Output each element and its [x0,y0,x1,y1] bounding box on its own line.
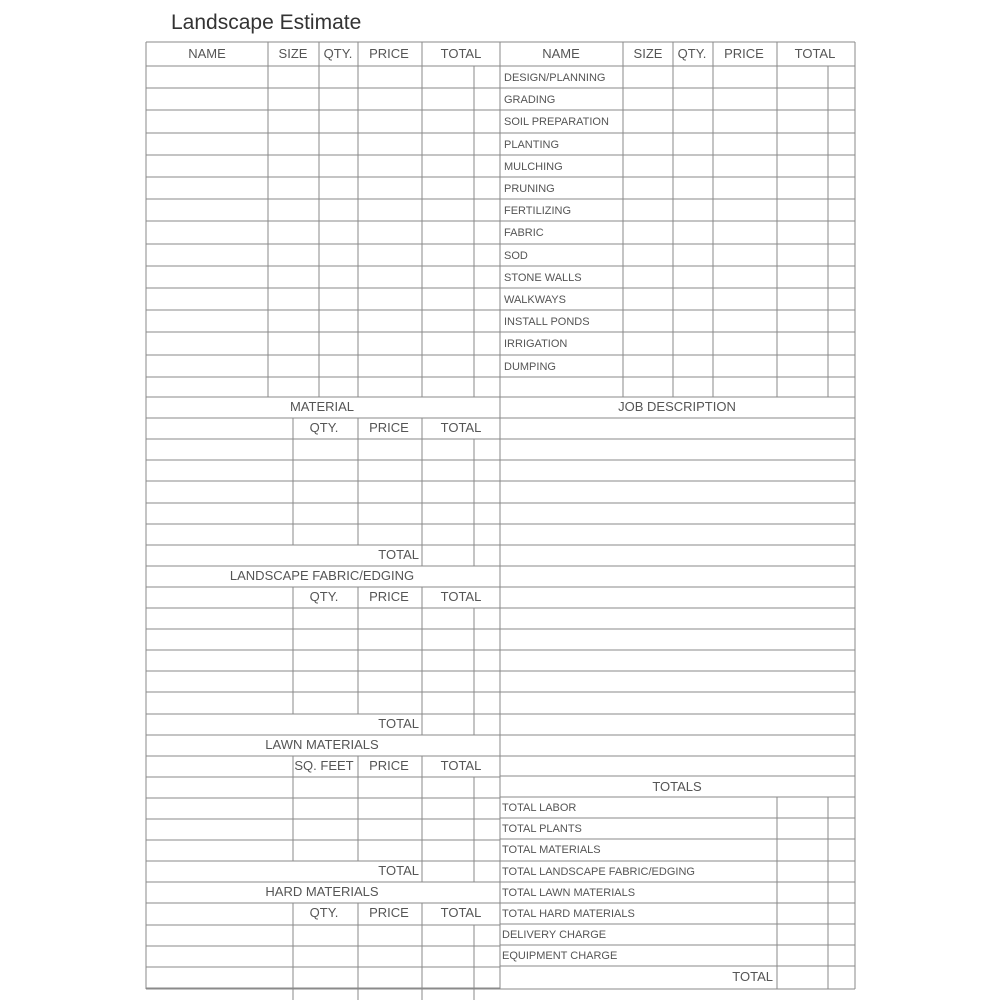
service-name-cell[interactable] [147,311,267,331]
totals-value-cell[interactable] [778,819,854,838]
service-header-size: SIZE [633,46,663,61]
fabric-section-title: LANDSCAPE FABRIC/EDGING [229,568,415,583]
service-item-label: DESIGN/PLANNING [504,72,606,84]
totals-value-cell[interactable] [778,883,854,902]
totals-item-label: TOTAL HARD MATERIALS [502,908,635,920]
material-header-label: PRICE [369,420,409,435]
material-item-cell[interactable] [147,461,291,480]
totals-value-cell[interactable] [778,862,854,881]
service-name-cell[interactable] [147,333,267,353]
service-header-price: PRICE [369,46,409,61]
hard-item-cell[interactable] [147,968,291,987]
service-item-label: DUMPING [504,361,556,373]
service-item-label: MULCHING [504,161,563,173]
service-name-cell[interactable] [147,378,267,398]
service-item-label: FERTILIZING [504,205,572,217]
lawn-header-label: PRICE [369,758,409,773]
totals-value-cell[interactable] [778,946,854,965]
fabric-item-cell[interactable] [147,630,291,649]
service-header-price: PRICE [724,46,764,61]
service-name-cell[interactable] [147,134,267,154]
service-item-label: IRRIGATION [504,338,568,350]
hard-item-cell[interactable] [147,926,291,945]
totals-title: TOTALS [652,779,702,794]
service-header-name: NAME [188,46,226,61]
totals-item-label: TOTAL LANDSCAPE FABRIC/EDGING [502,866,695,878]
service-header-qty: QTY. [677,46,707,61]
fabric-header-label: QTY. [309,589,339,604]
fabric-header-label: PRICE [369,589,409,604]
service-item-label: WALKWAYS [504,294,566,306]
job-description-area[interactable] [501,419,854,775]
service-header-total: TOTAL [440,46,482,61]
service-name-cell[interactable] [147,89,267,109]
material-item-cell[interactable] [147,482,291,501]
service-name-cell[interactable] [147,67,267,87]
service-item-label: FABRIC [504,227,544,239]
hard-header-label: QTY. [309,905,339,920]
page-title: Landscape Estimate [171,11,362,34]
lawn-item-cell[interactable] [147,820,291,839]
lawn-header-label: SQ. FEET [294,758,354,773]
fabric-item-cell[interactable] [147,693,291,712]
service-name-cell[interactable] [147,178,267,198]
service-item-label: INSTALL PONDS [504,316,590,328]
fabric-total-label: TOTAL [378,716,419,731]
totals-item-label: TOTAL MATERIALS [502,844,601,856]
hard-header-label: PRICE [369,905,409,920]
service-item-label: STONE WALLS [504,272,582,284]
service-name-cell[interactable] [147,267,267,287]
service-header-qty: QTY. [323,46,353,61]
service-header-size: SIZE [278,46,308,61]
totals-value-cell[interactable] [778,904,854,923]
totals-item-label: TOTAL LABOR [502,802,577,814]
fabric-item-cell[interactable] [147,609,291,628]
service-name-cell[interactable] [147,111,267,131]
lawn-total-label: TOTAL [378,863,419,878]
hard-header-label: TOTAL [440,905,482,920]
hard-item-cell[interactable] [147,989,291,1000]
material-section-title: MATERIAL [289,399,355,414]
lawn-item-cell[interactable] [147,778,291,797]
totals-item-label: EQUIPMENT CHARGE [502,950,618,962]
material-item-cell[interactable] [147,525,291,544]
totals-item-label: TOTAL PLANTS [502,823,582,835]
service-item-label: PLANTING [504,139,560,151]
hard-section-title: HARD MATERIALS [265,884,379,899]
service-name-cell[interactable] [147,289,267,309]
material-header-label: TOTAL [440,420,482,435]
service-name-cell[interactable] [147,156,267,176]
service-name-cell[interactable] [147,356,267,376]
totals-value-cell[interactable] [778,925,854,944]
service-item-label: PRUNING [504,183,555,195]
lawn-header-label: TOTAL [440,758,482,773]
lawn-section-title: LAWN MATERIALS [265,737,379,752]
service-item-label: SOD [504,250,528,262]
lawn-item-cell[interactable] [147,841,291,860]
totals-value-cell[interactable] [778,798,854,817]
grand-total-label: TOTAL [732,969,773,984]
service-header-name: NAME [542,46,580,61]
lawn-item-cell[interactable] [147,799,291,818]
totals-item-label: TOTAL LAWN MATERIALS [502,887,636,899]
material-item-cell[interactable] [147,440,291,459]
material-item-cell[interactable] [147,504,291,523]
service-item-label: GRADING [504,94,556,106]
job-description-title: JOB DESCRIPTION [618,399,736,414]
service-name-cell[interactable] [147,222,267,242]
service-item-label: SOIL PREPARATION [504,116,609,128]
material-header-label: QTY. [309,420,339,435]
service-name-cell[interactable] [147,245,267,265]
fabric-item-cell[interactable] [147,672,291,691]
totals-value-cell[interactable] [778,840,854,859]
fabric-header-label: TOTAL [440,589,482,604]
fabric-item-cell[interactable] [147,651,291,670]
hard-item-cell[interactable] [147,947,291,966]
service-header-total: TOTAL [794,46,836,61]
service-name-cell[interactable] [147,200,267,220]
totals-item-label: DELIVERY CHARGE [502,929,607,941]
material-total-label: TOTAL [378,547,419,562]
